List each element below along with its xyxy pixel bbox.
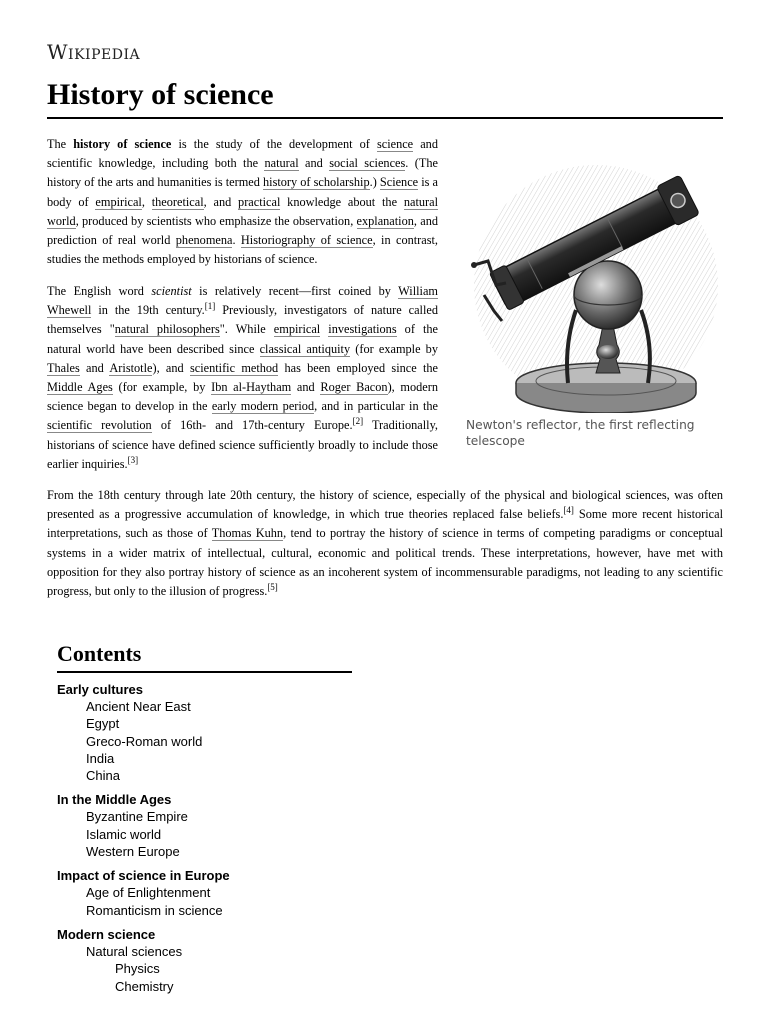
toc-item-link[interactable]: Chemistry bbox=[115, 978, 174, 994]
focus-knob bbox=[471, 262, 477, 268]
wikipedia-wordmark: Wikipedia bbox=[47, 40, 141, 64]
toc-title: Contents bbox=[57, 640, 352, 673]
toc-section-link[interactable]: Impact of science in Europe bbox=[57, 868, 230, 884]
text: .) bbox=[369, 175, 380, 190]
citation-1[interactable]: [1] bbox=[204, 301, 216, 312]
link-explanation[interactable]: explanation bbox=[356, 213, 414, 228]
toc-section bbox=[57, 682, 352, 784]
link-phenomena[interactable]: phenomena bbox=[175, 233, 233, 248]
text: Traditionally, historians of science have defined science sufficiently broadly to include those earlier inquiries. bbox=[47, 418, 438, 471]
link-social-sciences[interactable]: social sciences bbox=[329, 156, 406, 171]
link-historiography-of-science[interactable]: Historiography of science bbox=[240, 233, 373, 248]
text: ), modern science began to develop in the bbox=[47, 380, 438, 414]
toc-item-link[interactable]: Ancient Near East bbox=[86, 699, 191, 714]
toc-item-link[interactable]: Age of Enlightenment bbox=[86, 885, 211, 901]
figure-caption: Newton's reflector, the first reflecting telescope bbox=[466, 418, 695, 448]
toc-sublist bbox=[57, 808, 352, 860]
toc-sublist-nested bbox=[57, 960, 352, 995]
text: Previously, investigators of nature called themselves " bbox=[47, 303, 438, 337]
citation-2[interactable]: [2] bbox=[352, 416, 364, 427]
text: is the study of the development of bbox=[171, 137, 377, 151]
link-thomas-kuhn[interactable]: Thomas Kuhn bbox=[211, 526, 284, 541]
toc-item-link[interactable]: Byzantine Empire bbox=[86, 809, 188, 825]
toc-item-link[interactable]: Greco-Roman world bbox=[86, 733, 203, 749]
link-natural-world[interactable]: natural world bbox=[47, 194, 438, 228]
link-scientific-revolution[interactable]: scientific revolution bbox=[47, 418, 152, 433]
toc-item-link[interactable]: Romanticism in science bbox=[86, 902, 223, 918]
toc-item-link[interactable]: Western Europe bbox=[86, 844, 180, 860]
toc-section-link[interactable]: Modern science bbox=[57, 926, 156, 942]
telescope-illustration[interactable] bbox=[466, 145, 724, 413]
infobox-figure bbox=[466, 145, 724, 449]
text: , and prediction of real world bbox=[47, 213, 438, 248]
toc-sublist bbox=[57, 884, 352, 919]
toc-sublist bbox=[57, 698, 352, 784]
pedestal-knob bbox=[598, 345, 618, 359]
toc-section-link[interactable]: Early cultures bbox=[57, 682, 143, 697]
citation-5[interactable]: [5] bbox=[267, 581, 278, 592]
text: and bbox=[298, 156, 330, 171]
text: Some more recent historical interpretations, such as those of bbox=[47, 507, 723, 541]
text: . bbox=[232, 233, 241, 248]
link-aristotle[interactable]: Aristotle bbox=[109, 360, 153, 375]
link-middle-ages[interactable]: Middle Ages bbox=[47, 380, 113, 395]
toc-section-link[interactable]: In the Middle Ages bbox=[57, 792, 172, 808]
page-title: History of science bbox=[47, 77, 723, 119]
link-scientific-method[interactable]: scientific method bbox=[189, 360, 279, 375]
text: of the natural world have been described since bbox=[47, 322, 438, 356]
table-of-contents bbox=[57, 640, 352, 995]
text: From the 18th century through late 20th century, the history of science, especially of the physical and biological sciences, was often presented as a progressive accumulation of knowledge, in which true theories replaced false beliefs. bbox=[47, 488, 723, 522]
link-science[interactable]: science bbox=[376, 137, 414, 151]
text: ". While bbox=[219, 322, 274, 337]
text: is a body of bbox=[47, 175, 438, 209]
italic-term: scientist bbox=[151, 284, 192, 298]
link-early-modern-period[interactable]: early modern period bbox=[211, 399, 315, 414]
text: (for example by bbox=[350, 341, 438, 356]
link-empirical-2[interactable]: empirical bbox=[273, 322, 321, 337]
link-roger-bacon[interactable]: Roger Bacon bbox=[320, 380, 388, 395]
text: knowledge about the bbox=[280, 194, 404, 209]
toc-sublist bbox=[57, 943, 352, 960]
text: (for example, by bbox=[112, 380, 212, 395]
toc-list bbox=[57, 682, 352, 995]
toc-item-link[interactable]: Islamic world bbox=[86, 826, 162, 842]
toc-item-link[interactable]: India bbox=[86, 750, 115, 766]
text: , in contrast, studies the methods employed by historians of science. bbox=[47, 233, 438, 267]
text: , produced by scientists who emphasize the observation, bbox=[75, 213, 357, 228]
toc-section bbox=[57, 927, 352, 995]
text: , and in particular in the bbox=[314, 399, 438, 414]
text: in the 19th century. bbox=[91, 303, 205, 318]
toc-item-link[interactable]: China bbox=[86, 768, 120, 784]
text: . (The history of the arts and humanities is termed bbox=[47, 156, 438, 190]
intro-paragraph-3 bbox=[47, 486, 723, 601]
text: , bbox=[141, 194, 152, 209]
link-science-2[interactable]: Science bbox=[379, 175, 419, 190]
citation-3[interactable]: [3] bbox=[127, 454, 139, 465]
text: and bbox=[291, 380, 321, 395]
citation-4[interactable]: [4] bbox=[563, 505, 574, 516]
link-theoretical[interactable]: theoretical bbox=[151, 194, 204, 209]
toc-item-link[interactable]: Natural sciences bbox=[86, 943, 183, 959]
link-classical-antiquity[interactable]: classical antiquity bbox=[259, 341, 351, 356]
intro-paragraph-2 bbox=[47, 282, 438, 474]
link-ibn-al-haytham[interactable]: Ibn al-Haytham bbox=[211, 380, 292, 395]
link-thales[interactable]: Thales bbox=[47, 360, 80, 375]
text: , tend to portray the history of science in terms of competing paradigms or conceptual systems in a wider matrix of intellectual, cultural, economic and political trends. These interpretations, however, have met with opposition for they also portray history of science as an incoherent system of incommensurable paradigms, not leading to any scientific progress, but only to the illusion of progress. bbox=[47, 526, 723, 599]
text: has been employed since the bbox=[278, 360, 438, 375]
intro-paragraph-1 bbox=[47, 135, 438, 269]
link-william-whewell[interactable]: William Whewell bbox=[47, 284, 438, 318]
link-empirical[interactable]: empirical bbox=[95, 194, 142, 209]
toc-item-link[interactable]: Physics bbox=[115, 961, 160, 977]
toc-item-link[interactable]: Egypt bbox=[86, 716, 120, 732]
bold-term: history of science bbox=[73, 137, 172, 151]
toc-section bbox=[57, 792, 352, 860]
text: of 16th- and 17th-century Europe. bbox=[151, 418, 353, 433]
link-natural-philosophers[interactable]: natural philosophers bbox=[114, 322, 220, 337]
text: ), and bbox=[152, 360, 190, 375]
link-history-of-scholarship[interactable]: history of scholarship bbox=[263, 175, 370, 190]
text: and scientific knowledge, including both the bbox=[47, 137, 438, 171]
link-natural[interactable]: natural bbox=[264, 156, 299, 171]
text: is relatively recent—first coined by bbox=[191, 284, 399, 298]
text: The bbox=[47, 137, 74, 151]
text: , and bbox=[203, 194, 239, 209]
link-investigations[interactable]: investigations bbox=[328, 322, 397, 337]
toc-section bbox=[57, 868, 352, 919]
link-practical[interactable]: practical bbox=[238, 194, 281, 209]
text: and bbox=[79, 360, 110, 375]
sphere-mount bbox=[574, 261, 642, 329]
text: The English word bbox=[47, 284, 152, 298]
